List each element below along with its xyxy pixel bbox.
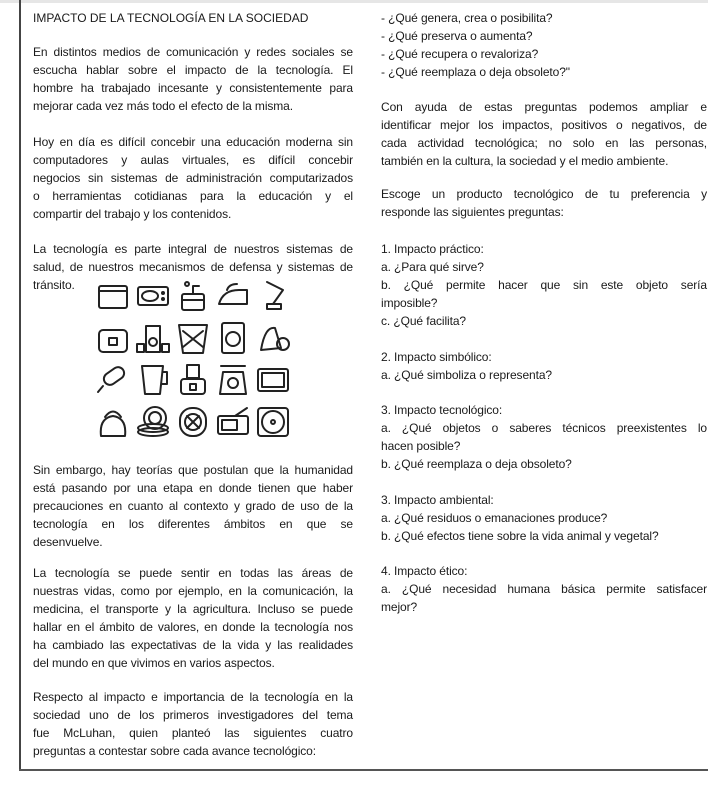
- text-line: En distintos medios de comunicación y redes sociales se: [33, 45, 353, 59]
- kitchen-scale-icon: [215, 362, 251, 398]
- coffee-grinder-icon: [175, 278, 211, 314]
- hand-mixer-icon: [95, 362, 131, 398]
- juicer-icon: [175, 362, 211, 398]
- page-border-left: [19, 0, 21, 771]
- text-line: a. ¿Qué simboliza o representa?: [381, 368, 552, 382]
- fan-heater-icon: [175, 404, 211, 440]
- text-line: preguntas a contestar sobre cada avance tecnológico:: [33, 744, 316, 758]
- text-line: salud, de nuestros mecanismos de defensa y sistemas de: [33, 260, 353, 274]
- microwave-icon: [135, 278, 171, 314]
- text-line: - ¿Qué preserva o aumenta?: [381, 29, 533, 43]
- left-paragraph: [33, 564, 353, 672]
- text-line: o herramientas cotidianas para la educación y el: [33, 189, 353, 203]
- text-line: responde las siguientes preguntas:: [381, 205, 564, 219]
- text-line: tránsito.: [33, 278, 75, 292]
- text-line: c. ¿Qué facilita?: [381, 314, 467, 328]
- text-line: a. ¿Qué residuos o emanaciones produce?: [381, 511, 608, 525]
- page-border-bottom: [19, 769, 708, 771]
- text-line: La tecnología es parte integral de nuestros sistemas de: [33, 242, 353, 256]
- right-paragraph: [381, 562, 707, 616]
- appliances-illustration: [95, 278, 295, 448]
- right-paragraph: [381, 491, 707, 545]
- fan-icon: [255, 404, 291, 440]
- text-line: desenvuelve.: [33, 535, 103, 549]
- text-line: escucha hablar sobre el impacto de la tecnología. El: [33, 63, 353, 77]
- left-paragraph: [33, 133, 353, 223]
- speakers-icon: [135, 320, 171, 356]
- text-line: del mundo en que vivimos en varios aspectos.: [33, 656, 275, 670]
- text-line: Sin embargo, hay teorías que postulan que la humanidad: [33, 463, 353, 477]
- text-line: hacen posible?: [381, 439, 461, 453]
- text-line: 2. Impacto simbólico:: [381, 350, 492, 364]
- right-paragraph: [381, 185, 707, 221]
- plates-icon: [135, 404, 171, 440]
- right-paragraph: [381, 98, 707, 170]
- left-paragraph: [33, 688, 353, 760]
- oven-icon: [95, 278, 131, 314]
- left-paragraph: [33, 43, 353, 115]
- washing-machine-icon: [215, 320, 251, 356]
- text-line: hallar en el ámbito de valores, en donde la tecnología nos: [33, 620, 353, 634]
- rice-cooker-icon: [95, 320, 131, 356]
- right-paragraph: [381, 9, 707, 81]
- kettle-icon: [95, 404, 131, 440]
- left-paragraph: [33, 461, 353, 551]
- text-line: compartir del trabajo y los contenidos.: [33, 207, 232, 221]
- text-line: nuestras vidas, como por ejemplo, en la comunicación, la: [33, 584, 353, 598]
- text-line: hombre ha trabajado incesante y consistentemente para: [33, 81, 353, 95]
- text-line: Hoy en día es difícil concebir una educación moderna sin: [33, 135, 353, 149]
- radio-icon: [215, 404, 251, 440]
- television-icon: [255, 362, 291, 398]
- text-line: precauciones en cuanto al contexto y grado de uso de la: [33, 499, 353, 513]
- right-paragraph: [381, 401, 707, 473]
- text-line: 3. Impacto ambiental:: [381, 493, 494, 507]
- text-line: sociedad uno de los primeros investigadores del tema: [33, 708, 353, 722]
- text-line: medicina, el transporte y la agricultura. Incluso se puede: [33, 602, 353, 616]
- text-line: negocios sin sistemas de administración computarizados: [33, 171, 353, 185]
- text-line: 1. Impacto práctico:: [381, 242, 484, 256]
- text-line: - ¿Qué reemplaza o deja obsoleto?": [381, 65, 570, 79]
- right-paragraph: [381, 348, 707, 384]
- text-line: mejorar cada vez más todo el efecto de la misma.: [33, 99, 293, 113]
- text-line: a. ¿Para qué sirve?: [381, 260, 484, 274]
- text-line: también en la cultura, la sociedad y el medio ambiente.: [381, 154, 669, 168]
- text-line: Escoge un producto tecnológico de tu preferencia y: [381, 187, 707, 201]
- text-line: b. ¿Qué permite hacer que sin este objeto sería: [381, 278, 707, 292]
- text-line: a. ¿Qué necesidad humana básica permite satisfacer: [381, 582, 707, 596]
- document-title: IMPACTO DE LA TECNOLOGÍA EN LA SOCIEDAD: [33, 11, 309, 25]
- text-line: b. ¿Qué reemplaza o deja obsoleto?: [381, 457, 572, 471]
- text-line: tecnología en los diferentes ámbitos en que se: [33, 517, 353, 531]
- text-line: La tecnología se puede sentir en todas las áreas de: [33, 566, 353, 580]
- top-edge: [0, 0, 708, 3]
- text-line: fue McLuhan, quien planteó las siguientes cuatro: [33, 726, 353, 740]
- text-line: cada actividad tecnológica; no solo en las personas,: [381, 136, 707, 150]
- text-line: mejor?: [381, 600, 418, 614]
- vacuum-cleaner-icon: [255, 320, 291, 356]
- text-line: a. ¿Qué objetos o saberes técnicos preexistentes lo: [381, 421, 707, 435]
- desk-lamp-icon: [255, 278, 291, 314]
- text-line: ha cambiado las expectativas de la vida y las realidades: [33, 638, 353, 652]
- text-line: 4. Impacto ético:: [381, 564, 468, 578]
- text-line: identificar mejor los impactos, positivos o negativos, de: [381, 118, 707, 132]
- blender-jug-icon: [135, 362, 171, 398]
- text-line: Con ayuda de estas preguntas podemos ampliar e: [381, 100, 707, 114]
- text-line: 3. Impacto tecnológico:: [381, 403, 503, 417]
- text-line: - ¿Qué recupera o revaloriza?: [381, 47, 539, 61]
- right-paragraph: [381, 240, 707, 330]
- text-line: - ¿Qué genera, crea o posibilita?: [381, 11, 553, 25]
- text-line: está pasando por una etapa en donde tienen que haber: [33, 481, 353, 495]
- waste-basket-icon: [175, 320, 211, 356]
- text-line: Respecto al impacto e importancia de la tecnología en la: [33, 690, 353, 704]
- text-line: imposible?: [381, 296, 438, 310]
- iron-icon: [215, 278, 251, 314]
- text-line: b. ¿Qué efectos tiene sobre la vida animal y vegetal?: [381, 529, 659, 543]
- text-line: computadores y aulas virtuales, es difícil concebir: [33, 153, 353, 167]
